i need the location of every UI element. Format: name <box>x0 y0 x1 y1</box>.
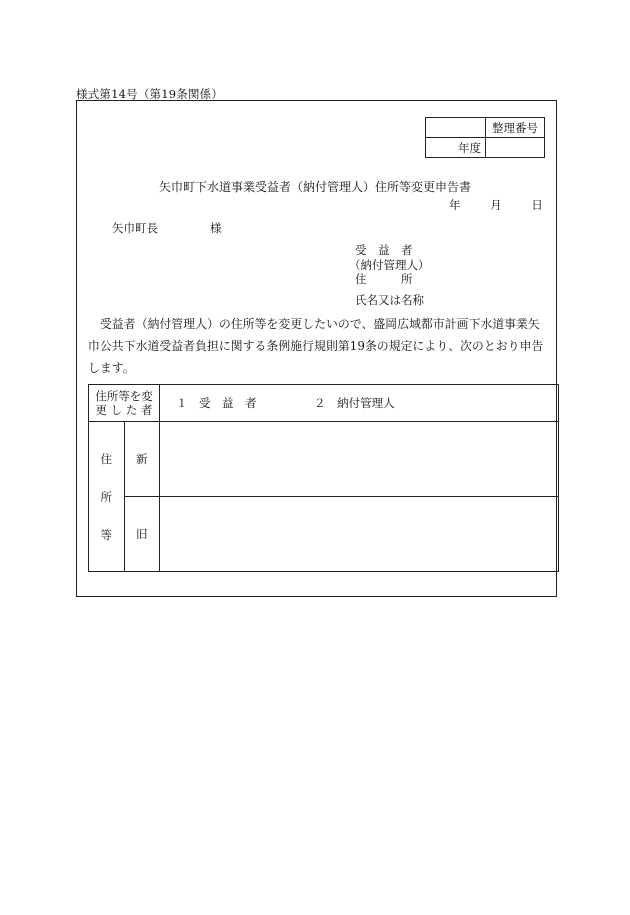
declaration-statement: 受益者（納付管理人）の住所等を変更したいので、盛岡広域都市計画下水道事業矢巾公共下水道受益者負担に関する条例施行規則第19条の規定により、次のとおり申告します。 <box>88 317 544 375</box>
agent-label: （納付管理人） <box>349 258 430 272</box>
reference-number-label: 整理番号 <box>486 118 545 138</box>
change-details-table <box>88 384 559 572</box>
changer-label-cell <box>89 385 160 422</box>
changer-label-line1: 住所等を変 <box>95 389 153 403</box>
date-line <box>449 197 543 213</box>
form-number-label: 様式第14号（第19条関係） <box>76 87 224 101</box>
changer-options <box>160 385 559 422</box>
address-label: 住 所 <box>355 272 413 286</box>
old-address-field[interactable] <box>160 497 559 572</box>
addressee-line <box>112 220 222 236</box>
addressee-honorific: 様 <box>210 221 222 235</box>
addressee-name: 矢巾町長 <box>112 221 158 235</box>
new-label: 新 <box>124 422 160 497</box>
option-payment-agent[interactable]: ２ 納付管理人 <box>314 396 395 410</box>
document-title: 矢巾町下水道事業受益者（納付管理人）住所等変更申告書 <box>158 180 471 194</box>
date-year-label: 年 <box>449 198 461 212</box>
reference-number-box <box>425 117 545 158</box>
address-etc-label <box>89 422 125 572</box>
new-address-field[interactable] <box>160 422 559 497</box>
address-etc-char1: 住 <box>100 451 112 466</box>
old-label: 旧 <box>124 497 160 572</box>
reference-number-value[interactable] <box>426 118 486 138</box>
changer-label-line2: 更 し た 者 <box>95 403 153 417</box>
address-etc-char2: 所 <box>100 489 112 504</box>
option-beneficiary[interactable]: １ 受 益 者 <box>176 396 257 410</box>
name-label: 氏名又は名称 <box>355 293 424 307</box>
fiscal-year-label: 年度 <box>426 138 486 158</box>
date-month-label: 月 <box>490 198 502 212</box>
beneficiary-label: 受 益 者 <box>355 243 413 257</box>
address-etc-char3: 等 <box>100 527 112 542</box>
date-day-label: 日 <box>531 198 543 212</box>
fiscal-year-value[interactable] <box>486 138 545 158</box>
